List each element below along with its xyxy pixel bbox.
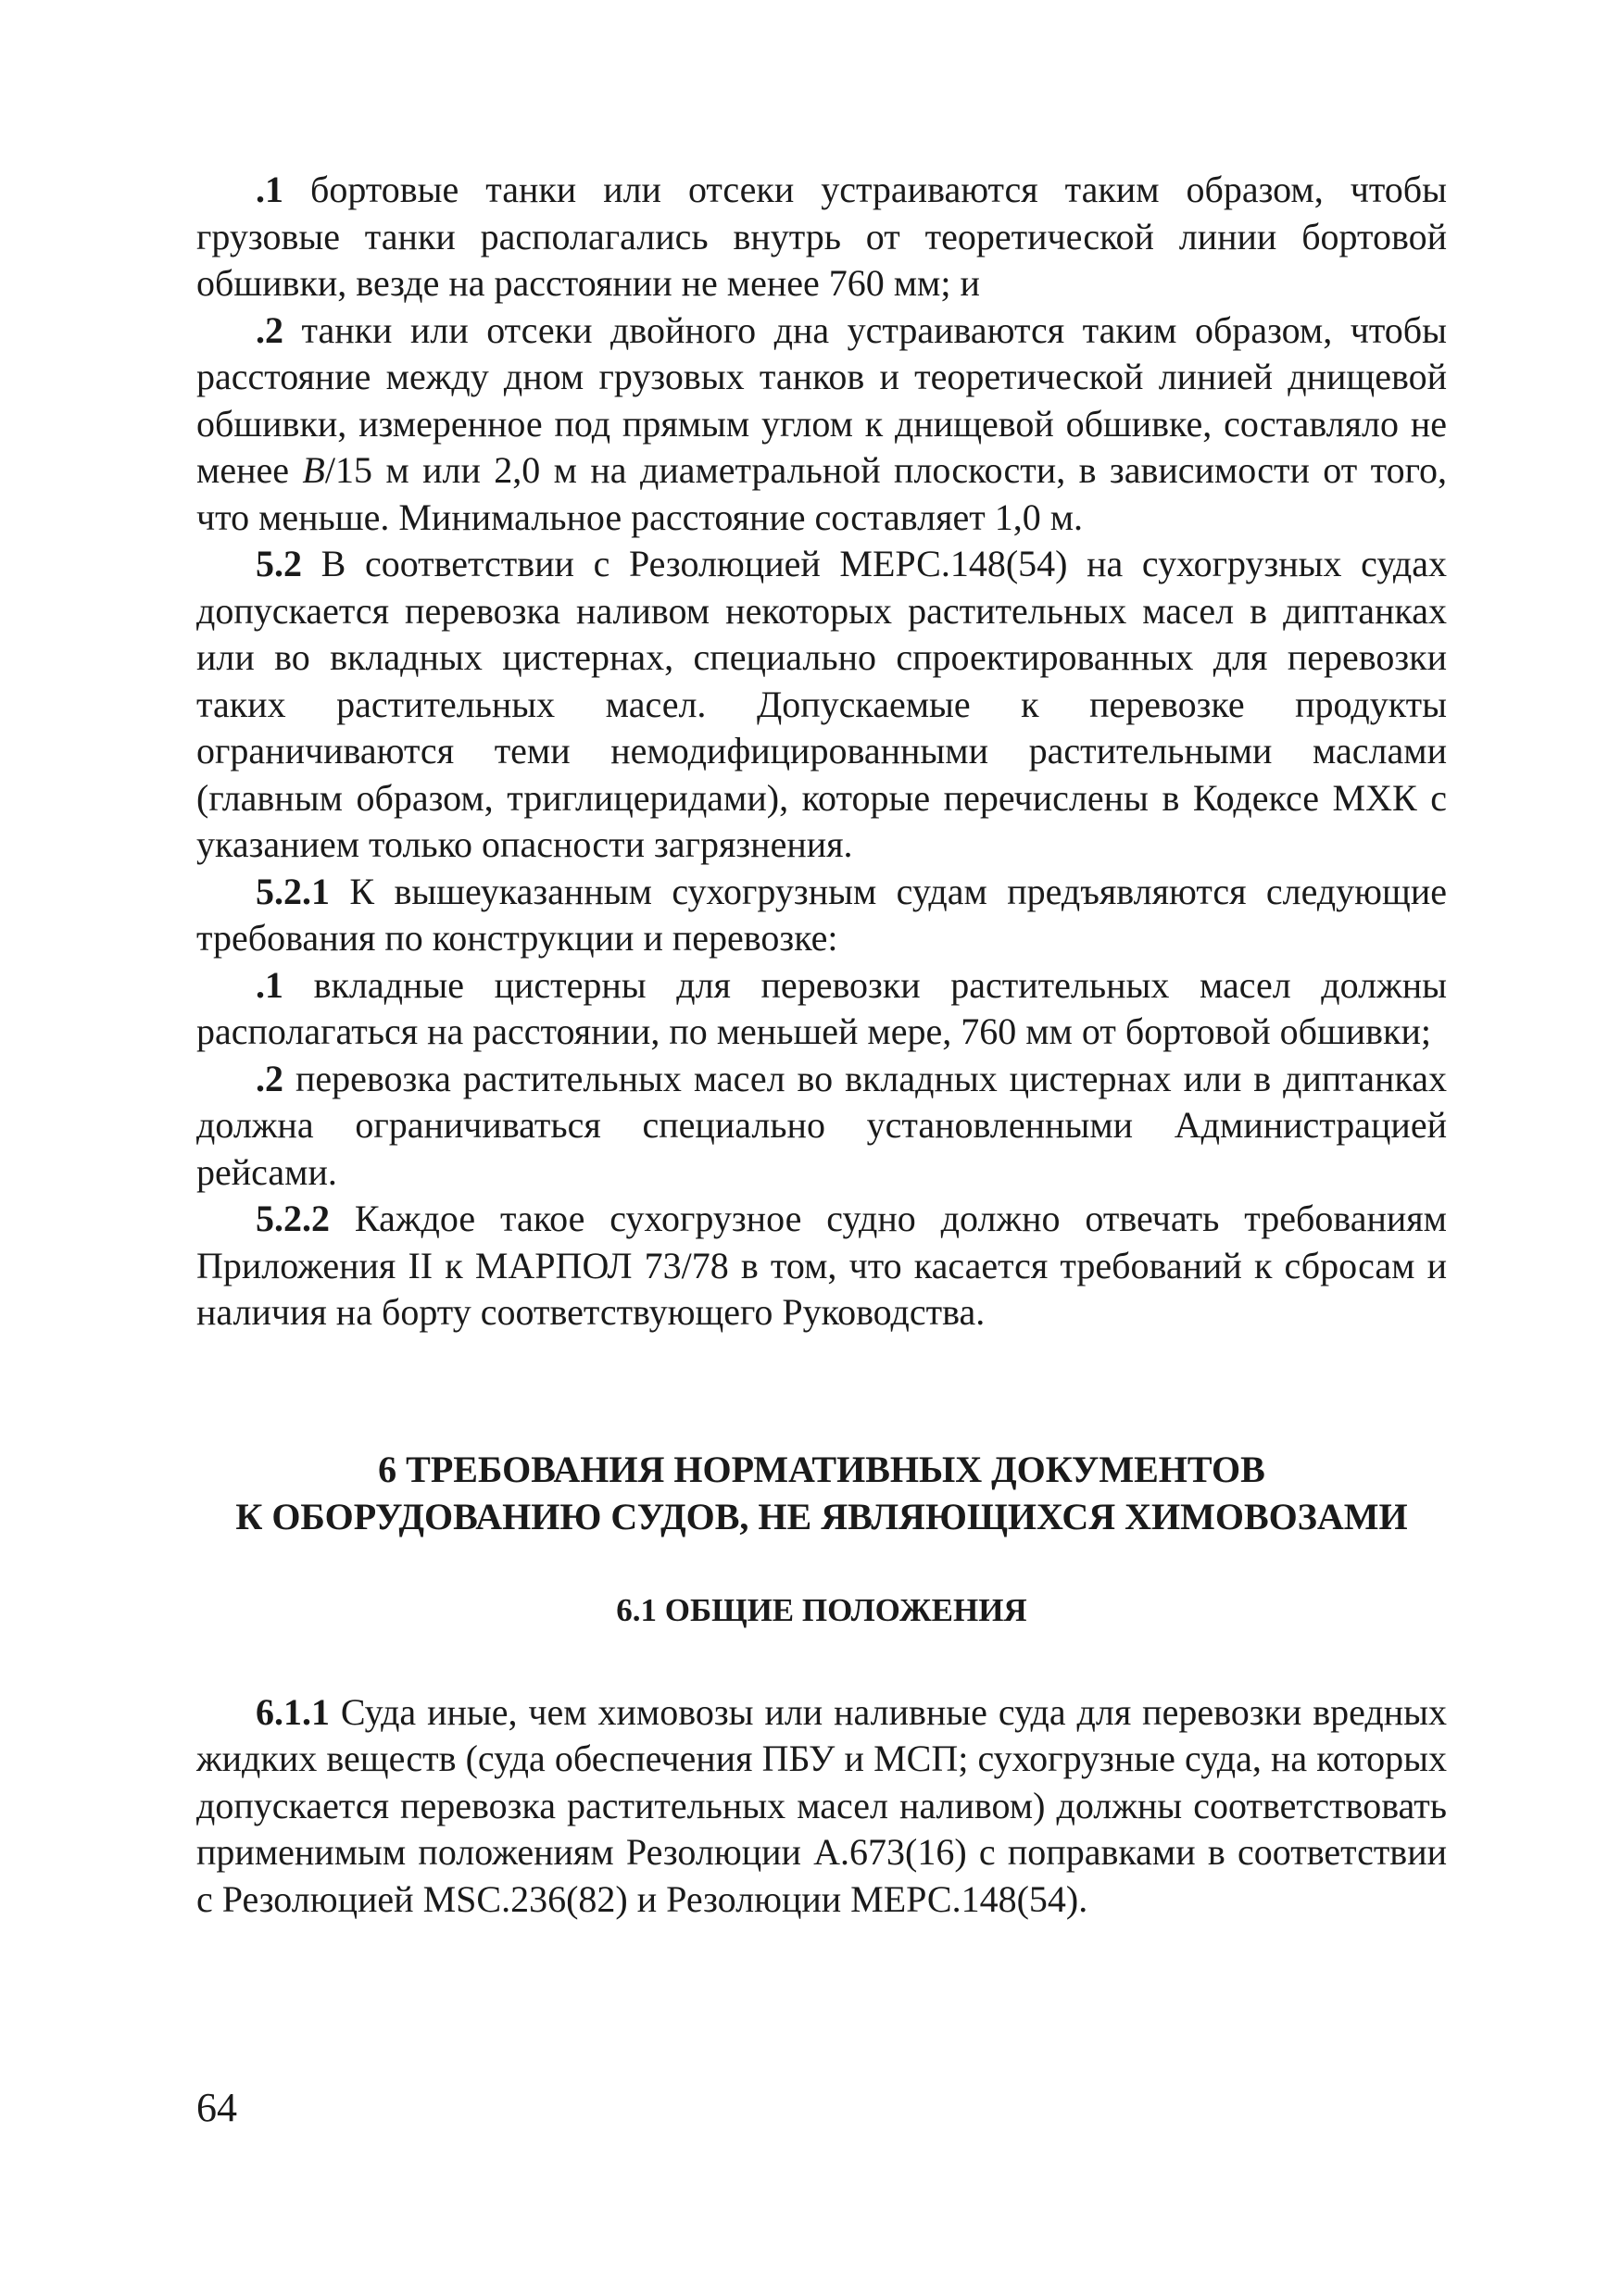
- italic-symbol: B: [302, 449, 325, 491]
- paragraph-text: танки или отсеки двойного дна устраиваются таким образом, чтобы расстояние между дном грузовых танков и теоретической линией днищевой обшивки, измеренное под прямым углом к днищевой обшивке, составляло не менее: [196, 308, 1447, 491]
- paragraph-number: 5.2.1: [256, 870, 330, 912]
- paragraph-item-1b: [196, 962, 1447, 1056]
- paragraph-5-2-2: [196, 1196, 1447, 1336]
- paragraph-text: В соответствии с Резолюцией МЕРС.148(54) на сухогрузных судах допускается перевозка наливом некоторых растительных масел в диптанках или во вкладных цистернах, специально спроектированных для перевозки таких растительных масел. Допускаемые к перевозке продукты ограничиваются теми немодифицированными растительными маслами (главным образом, триглицеридами), которые перечислены в Кодексе МХК с указанием только опасности загрязнения.: [196, 543, 1447, 865]
- paragraph-text: Каждое такое сухогрузное судно должно отвечать требованиям Приложения II к МАРПОЛ 73/78 в том, что касается требований к сбросам и наличия на борту соответствующего Руководства.: [196, 1198, 1447, 1333]
- paragraph-6-1-1: [196, 1689, 1447, 1924]
- paragraph-number: .2: [256, 1057, 283, 1099]
- paragraph-text: перевозка растительных масел во вкладных цистернах или в диптанках должна ограничиваться специально установленными Администрацией рейсами.: [196, 1057, 1447, 1193]
- paragraph-text: Суда иные, чем химовозы или наливные суда для перевозки вредных жидких веществ (суда обеспечения ПБУ и МСП; сухогрузные суда, на которых допускается перевозка растительных масел наливом) должны соответствовать применимым положениям Резолюции А.673(16) с поправками в соответствии с Резолюцией MSC.236(82) и Резолюции МЕРС.148(54).: [196, 1690, 1447, 1920]
- paragraph-number: .1: [256, 169, 283, 210]
- section-heading-line-2: К ОБОРУДОВАНИЮ СУДОВ, НЕ ЯВЛЯЮЩИХСЯ ХИМОВОЗАМИ: [235, 1495, 1408, 1537]
- page-number: 64: [196, 2085, 237, 2130]
- paragraph-item-1: [196, 167, 1447, 307]
- paragraph-text: вкладные цистерны для перевозки растительных масел должны располагаться на расстоянии, по меньшей мере, 760 мм от бортовой обшивки;: [196, 963, 1447, 1052]
- paragraph-5-2: [196, 541, 1447, 869]
- paragraph-number: 5.2: [256, 543, 302, 584]
- paragraph-number: .1: [256, 963, 283, 1006]
- paragraph-item-2: [196, 307, 1447, 542]
- paragraph-number: 5.2.2: [256, 1198, 330, 1239]
- paragraph-item-2b: [196, 1056, 1447, 1197]
- subsection-heading: 6.1 ОБЩИЕ ПОЛОЖЕНИЯ: [616, 1591, 1027, 1628]
- paragraph-text: /15 м или 2,0 м на диаметральной плоскости, в зависимости от того, что меньше. Минимальное расстояние составляет 1,0 м.: [196, 449, 1447, 538]
- paragraph-text: бортовые танки или отсеки устраиваются таким образом, чтобы грузовые танки располагались внутрь от теоретической линии бортовой обшивки, везде на расстоянии не менее 760 мм; и: [196, 169, 1447, 304]
- paragraph-number: .2: [256, 308, 283, 351]
- paragraph-5-2-1: [196, 869, 1447, 962]
- section-heading: [196, 1446, 1447, 1540]
- section-heading-line-1: 6 ТРЕБОВАНИЯ НОРМАТИВНЫХ ДОКУМЕНТОВ: [378, 1448, 1265, 1490]
- paragraph-number: 6.1.1: [256, 1690, 330, 1733]
- page-body: [196, 167, 1447, 1923]
- paragraph-text: К вышеуказанным сухогрузным судам предъявляются следующие требования по конструкции и перевозке:: [196, 870, 1447, 959]
